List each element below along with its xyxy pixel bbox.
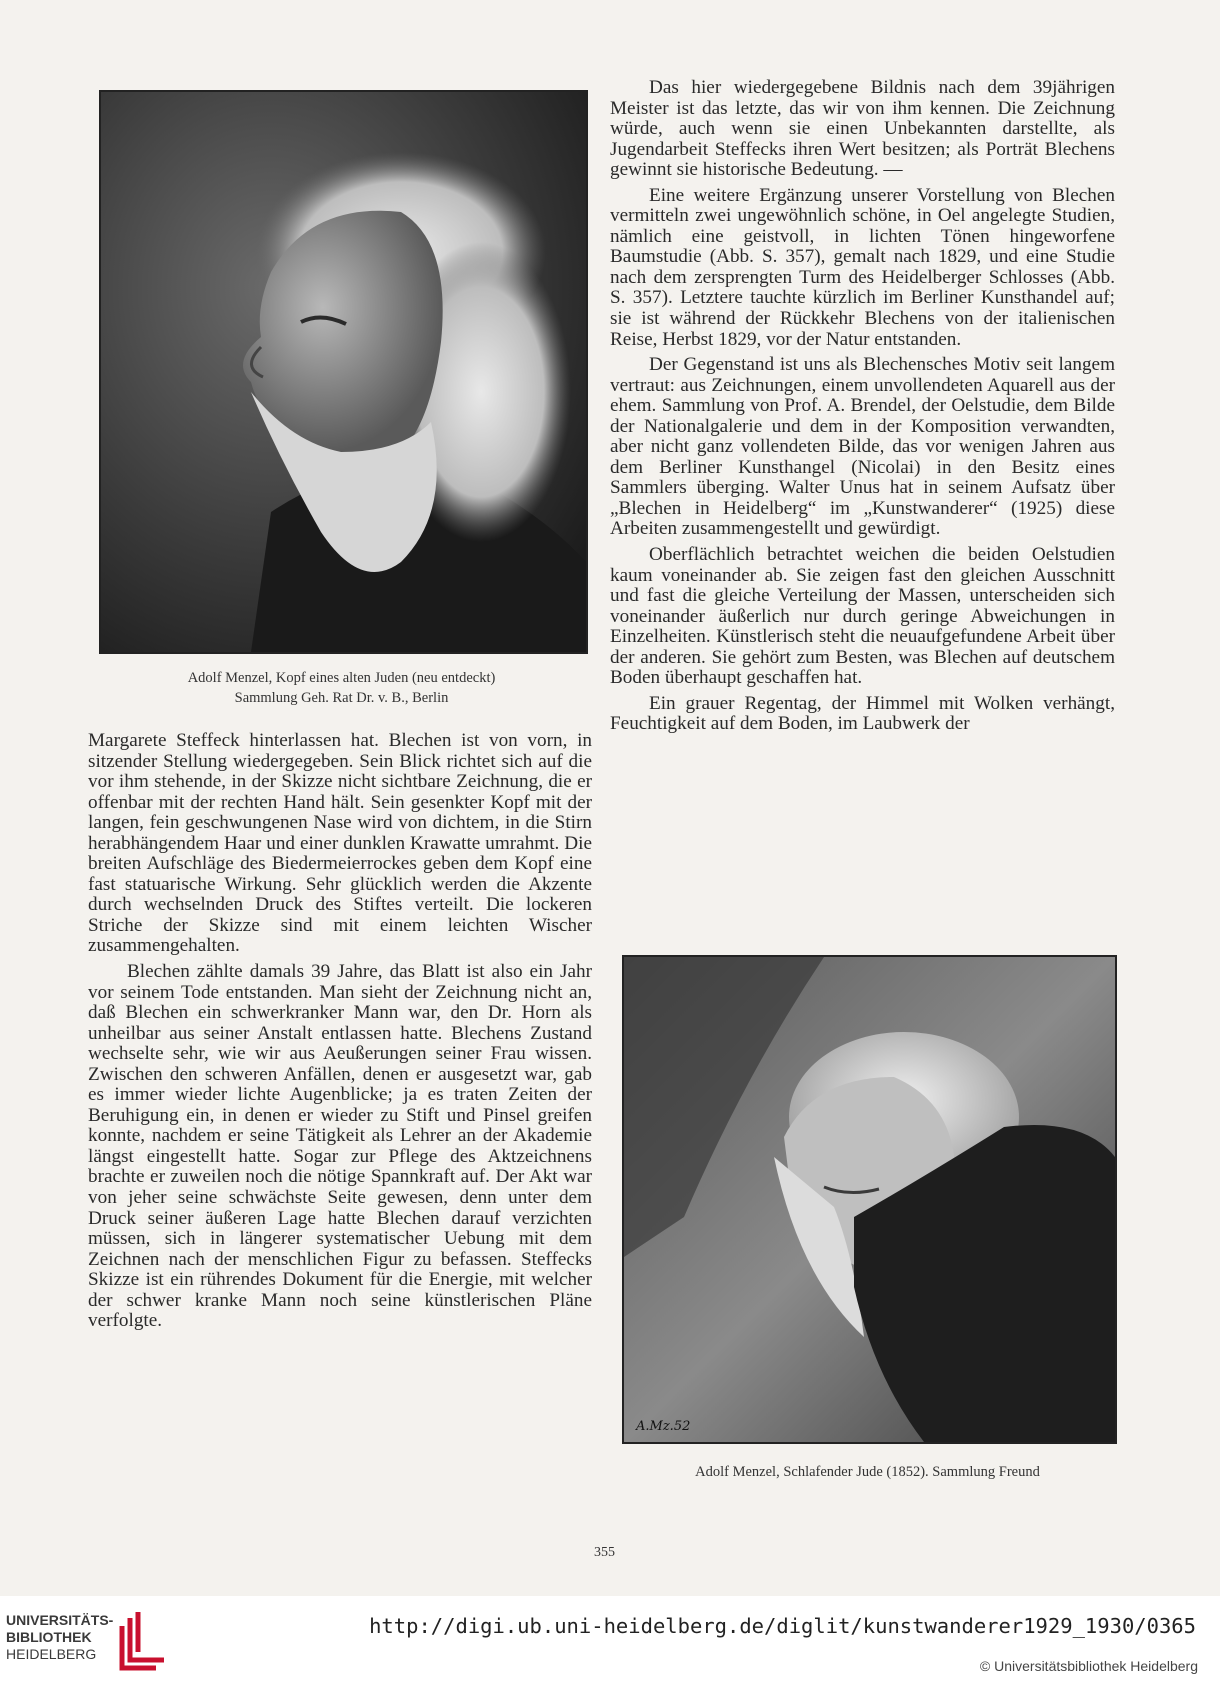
library-name-line3: HEIDELBERG — [6, 1646, 97, 1662]
page-number: 355 — [594, 1545, 615, 1560]
portrait-illustration — [101, 92, 586, 652]
library-name-line2: BIBLIOTHEK — [6, 1629, 92, 1645]
paragraph: Oberflächlich betrachtet weichen die beiden Oelstudien kaum voneinander ab. Sie zeigen fast den gleichen Ausschnitt und fast die gleiche Verteilung der Massen, unterscheiden sich voneinander äußerlich nur durch geringe Abweichungen in Einzelheiten. Künstlerisch steht die neuaufgefundene Arbeit über der anderen. Sie gehört zum Besten, was Blechen auf deutschem Boden überhaupt geschaffen hat. — [610, 544, 1115, 689]
right-text-column — [610, 78, 1115, 735]
paragraph: Der Gegenstand ist uns als Blechensches Motiv seit langem vertraut: aus Zeichnungen, einem unvollendeten Aquarell aus der ehem. Sammlung von Prof. A. Brendel, der Oelstudie, dem Bilde der Nationalgalerie und dem in der Komposition verwandten, aber nicht ganz vollendeten Bilde, das vor wenigen Jahren aus dem Berliner Kunsthangel (Nicolai) in den Besitz eines Sammlers überging. Walter Unus hat in seinem Aufsatz über „Blechen in Heidelberg“ im „Kunstwanderer“ (1925) diese Arbeiten zusammengestellt und gewürdigt. — [610, 354, 1115, 540]
figure-top-caption-line1: Adolf Menzel, Kopf eines alten Juden (neu entdeckt) — [187, 670, 496, 686]
document-url[interactable]: http://digi.ub.uni-heidelberg.de/diglit/kunstwanderer1929_1930/0365 — [369, 1614, 1196, 1638]
paragraph: Blechen zählte damals 39 Jahre, das Blatt ist also ein Jahr vor seinem Tode entstanden. Man sieht der Zeichnung nicht an, daß Blechen ein schwerkranker Mann war, den Dr. Horn als unheilbar aus seiner Anstalt entlassen hatte. Blechens Zustand wechselte sehr, wie wir aus Aeußerungen seiner Frau wissen. Zwischen den schweren Anfällen, denen er ausgesetzt war, gab es immer wieder lichte Augenblicke; ja es traten Zeiten der Beruhigung ein, in denen er wieder zu Stift und Pinsel greifen konnte, nachdem er seine Tätigkeit als Lehrer an der Akademie längst eingestellt hatte. Sogar zur Pflege des Aktzeichnens brachte er zuweilen noch die nötige Spannkraft auf. Der Akt war von jeher seine schwächste Seite gewesen, denn unter dem Druck seiner äußeren Lage hatte Blechen darauf verzichten müssen, sich in längerer systematischer Uebung mit dem Zeichnen nach der menschlichen Figur zu befassen. Steffecks Skizze ist ein rührendes Dokument für die Energie, mit welcher der schwer kranke Mann noch seine künstlerischen Pläne verfolgte. — [88, 961, 592, 1332]
portrait-photo-sleeping-man — [622, 955, 1117, 1444]
left-text-column — [88, 731, 592, 1332]
figure-top-caption-line2: Sammlung Geh. Rat Dr. v. B., Berlin — [234, 690, 449, 706]
library-name — [6, 1612, 116, 1663]
copyright-notice: © Universitätsbibliothek Heidelberg — [979, 1658, 1198, 1674]
library-logo-icon — [116, 1608, 168, 1678]
artist-signature: A.Mz.52 — [636, 1419, 691, 1434]
sleeping-man-illustration — [624, 957, 1115, 1442]
paragraph: Eine weitere Ergänzung unserer Vorstellung von Blechen vermitteln zwei ungewöhnlich schöne, in Oel angelegte Studien, nämlich eine geistvoll, in lichten Tönen hingeworfene Baumstudie (Abb. S. 357), gemalt nach 1829, und eine Studie nach dem zersprengten Turm des Heidelberger Schlosses (Abb. S. 357). Letztere tauchte kürzlich im Berliner Kunsthandel auf; sie ist während der Rückkehr Blechens von der italienischen Reise, Herbst 1829, vor der Natur entstanden. — [610, 184, 1115, 350]
library-footer — [0, 1596, 1220, 1692]
figure-bottom-caption: Adolf Menzel, Schlafender Jude (1852). Sammlung Freund — [695, 1464, 1040, 1480]
paragraph: Margarete Steffeck hinterlassen hat. Blechen ist von vorn, in sitzender Stellung wiedergegeben. Sein Blick richtet sich auf die vor ihm stehende, in der Skizze nicht sichtbare Zeichnung, die er offenbar mit der rechten Hand hält. Sein gesenkter Kopf mit der langen, fein geschwungenen Nase wird von dichtem, in die Stirn herabhängendem Haar und einer dunklen Krawatte umrahmt. Die breiten Aufschläge des Biedermeierrockes geben dem Kopf eine fast statuarische Wirkung. Sehr glücklich werden die Akzente durch wechselnden Druck des Stiftes verteilt. Die lockeren Striche der Skizze sind mit einem leichten Wischer zusammengehalten. — [88, 730, 592, 957]
library-name-line1: UNIVERSITÄTS- — [6, 1612, 114, 1628]
paragraph: Das hier wiedergegebene Bildnis nach dem 39jährigen Meister ist das letzte, das wir von ihm kennen. Die Zeichnung würde, auch wenn sie einen Unbekannten darstellte, als Jugendarbeit Steffecks ihren Wert besitzen; als Porträt Blechens gewinnt sie historische Bedeutung. — — [610, 77, 1115, 181]
paragraph: Ein grauer Regentag, der Himmel mit Wolken verhängt, Feuchtigkeit auf dem Boden, im Laubwerk der — [610, 692, 1115, 735]
figure-top-caption — [99, 668, 584, 708]
portrait-photo-menzel-head — [99, 90, 588, 654]
